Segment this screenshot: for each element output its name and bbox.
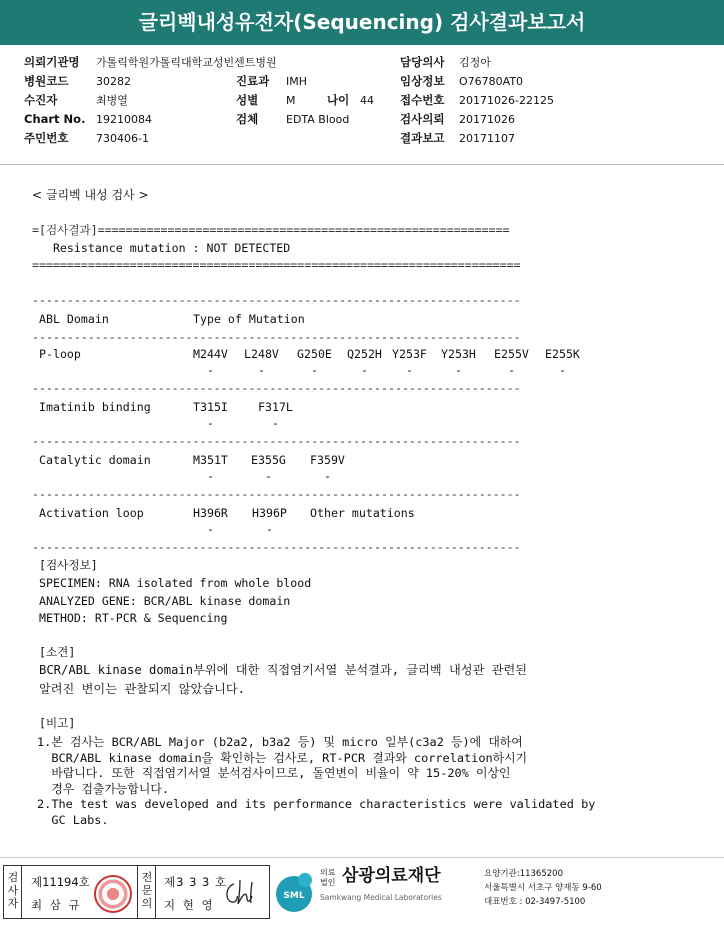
address: 서울특별시 서초구 양재동 9-60 xyxy=(484,883,602,893)
mutation-name: T315I xyxy=(193,400,228,414)
double-rule: ====================================================================== xyxy=(32,258,521,272)
table-rule: ---------------------------------------------------------------------- xyxy=(32,540,521,554)
remarks-heading: [비고] xyxy=(39,716,76,730)
vertical-label-char: 검 xyxy=(7,871,19,884)
mutation-result: - xyxy=(207,522,214,536)
header-label: 임상정보 xyxy=(400,74,445,88)
remarks-line: 바랍니다. 또한 직접염기서열 분석검사이므로, 돌연변이 비율이 약 15-20% 이상인 xyxy=(37,766,511,780)
remarks-line: 2.The test was developed and its performance characteristics were validated by xyxy=(37,797,596,811)
mutation-name: H396P xyxy=(252,506,287,520)
report-title: 글리벡내성유전자(Sequencing) 검사결과보고서 xyxy=(0,0,724,45)
column-header-domain: ABL Domain xyxy=(39,312,109,326)
finding-heading: [소견] xyxy=(39,645,76,659)
mutation-name: F359V xyxy=(310,453,345,467)
header-label: 성별 xyxy=(236,93,259,107)
footer-divider xyxy=(0,857,724,858)
domain-name: Catalytic domain xyxy=(39,453,151,467)
signature-box xyxy=(3,865,270,919)
header-label: 의뢰기관명 xyxy=(24,55,80,69)
tester-label xyxy=(7,872,19,911)
mutation-result: - xyxy=(207,363,214,377)
mutation-result: - xyxy=(311,363,318,377)
mutation-name: E255V xyxy=(494,347,529,361)
domain-name: Imatinib binding xyxy=(39,400,151,414)
header-label: 진료과 xyxy=(236,74,270,88)
header-label: 검사의뢰 xyxy=(400,112,445,126)
header-value: 20171107 xyxy=(459,132,515,145)
table-rule: ---------------------------------------------------------------------- xyxy=(32,330,521,344)
header-label: 수진자 xyxy=(24,93,58,107)
header-value: O76780AT0 xyxy=(459,75,524,88)
table-rule: ---------------------------------------------------------------------- xyxy=(32,487,521,501)
mutation-name: Y253F xyxy=(392,347,427,361)
mutation-result: - xyxy=(324,469,331,483)
mutation-result: - xyxy=(508,363,515,377)
phone-number: 대표번호 : 02-3497-5100 xyxy=(484,897,586,907)
age-label: 나이 xyxy=(327,93,350,107)
mutation-name: F317L xyxy=(258,400,293,414)
test-heading: < 글리벡 내성 검사 > xyxy=(32,188,149,202)
vertical-label-char: 문 xyxy=(141,884,153,897)
header-label: 병원코드 xyxy=(24,74,69,88)
header-value: 30282 xyxy=(96,75,131,88)
header-value: 최병열 xyxy=(96,94,128,107)
mutation-name: E255K xyxy=(545,347,580,361)
remarks-line: GC Labs. xyxy=(37,812,109,827)
header-value: 20171026-22125 xyxy=(459,94,554,107)
mutation-result: - xyxy=(265,469,272,483)
vertical-label-char: 전 xyxy=(141,871,153,884)
header-value: 김정아 xyxy=(459,56,491,69)
header-value: M xyxy=(286,94,296,107)
svg-text:SML: SML xyxy=(283,891,305,901)
header-label: 주민번호 xyxy=(24,131,69,145)
tester-name: 최 삼 규 xyxy=(31,898,82,912)
header-divider xyxy=(0,164,724,165)
org-name: 삼광의료재단 xyxy=(342,866,441,886)
specialist-label xyxy=(141,872,153,911)
mutation-name: Y253H xyxy=(441,347,476,361)
org-prefix-1: 의료 xyxy=(320,868,336,877)
mutation-result: - xyxy=(266,522,273,536)
age-value: 44 xyxy=(360,94,374,107)
header-label: 담당의사 xyxy=(400,55,445,69)
mutation-result: - xyxy=(455,363,462,377)
mutation-name: Q252H xyxy=(347,347,382,361)
header-value: 19210084 xyxy=(96,113,152,126)
org-prefix-2: 법인 xyxy=(320,878,336,887)
mutation-name: E355G xyxy=(251,453,286,467)
info-line: ANALYZED GENE: BCR/ABL kinase domain xyxy=(39,593,291,608)
mutation-name: Other mutations xyxy=(310,506,415,520)
seal-stamp xyxy=(94,875,132,913)
mutation-result: - xyxy=(406,363,413,377)
header-value: 20171026 xyxy=(459,113,515,126)
finding-line: BCR/ABL kinase domain부위에 대한 직접염기서열 분석결과, 글리벡 내성관 관련된 xyxy=(39,663,528,677)
mutation-result: - xyxy=(207,416,214,430)
header-label: 결과보고 xyxy=(400,131,445,145)
header-value: EDTA Blood xyxy=(286,113,350,126)
mutation-result: - xyxy=(258,363,265,377)
remarks-line: BCR/ABL kinase domain을 확인하는 검사로, RT-PCR 결과와 correlation하시기 xyxy=(37,750,528,765)
vertical-label-char: 사 xyxy=(7,884,19,897)
header-value: 가톨릭학원가톨릭대학교성빈센트병원 xyxy=(96,56,277,69)
mutation-name: G250E xyxy=(297,347,332,361)
domain-name: Activation loop xyxy=(39,506,144,520)
result-section-heading: =[검사결과]=========================================================== xyxy=(32,223,510,237)
mutation-result: - xyxy=(207,469,214,483)
table-rule: ---------------------------------------------------------------------- xyxy=(32,381,521,395)
info-line: METHOD: RT-PCR & Sequencing xyxy=(39,611,228,625)
remarks-line: 경우 검출가능합니다. xyxy=(37,781,170,796)
column-header-mutation: Type of Mutation xyxy=(193,312,305,326)
header-label: Chart No. xyxy=(24,112,86,126)
info-heading: [검사정보] xyxy=(39,558,98,572)
vertical-label-char: 의 xyxy=(141,897,153,910)
org-english-name: Samkwang Medical Laboratories xyxy=(320,893,442,902)
header-value: 730406-1 xyxy=(96,132,149,145)
mutation-result: - xyxy=(361,363,368,377)
mutation-name: H396R xyxy=(193,506,228,520)
mutation-name: L248V xyxy=(244,347,279,361)
table-rule: ---------------------------------------------------------------------- xyxy=(32,293,521,307)
finding-line: 알려진 변이는 관찰되지 않았습니다. xyxy=(39,682,245,696)
header-label: 접수번호 xyxy=(400,93,445,107)
result-line: Resistance mutation : NOT DETECTED xyxy=(32,241,291,255)
header-value: IMH xyxy=(286,75,308,88)
mutation-result: - xyxy=(559,363,566,377)
domain-name: P-loop xyxy=(39,347,81,361)
sml-logo-icon xyxy=(272,868,322,916)
vertical-label-char: 자 xyxy=(7,897,19,910)
specialist-license: 제3 3 3 호 xyxy=(164,875,228,889)
info-line: SPECIMEN: RNA isolated from whole blood xyxy=(39,576,312,590)
table-rule: ---------------------------------------------------------------------- xyxy=(32,434,521,448)
tester-license: 제11194호 xyxy=(31,875,90,889)
remarks-line: 1.본 검사는 BCR/ABL Major (b2a2, b3a2 등) 및 micro 일부(c3a2 등)에 대하여 xyxy=(37,735,523,749)
mutation-name: M351T xyxy=(193,453,228,467)
signature-image xyxy=(222,876,262,908)
mutation-result: - xyxy=(272,416,279,430)
mutation-name: M244V xyxy=(193,347,228,361)
header-label: 검체 xyxy=(236,112,259,126)
care-institution-no: 요양기관:11365200 xyxy=(484,869,563,879)
specialist-name: 지 현 영 xyxy=(164,898,215,912)
